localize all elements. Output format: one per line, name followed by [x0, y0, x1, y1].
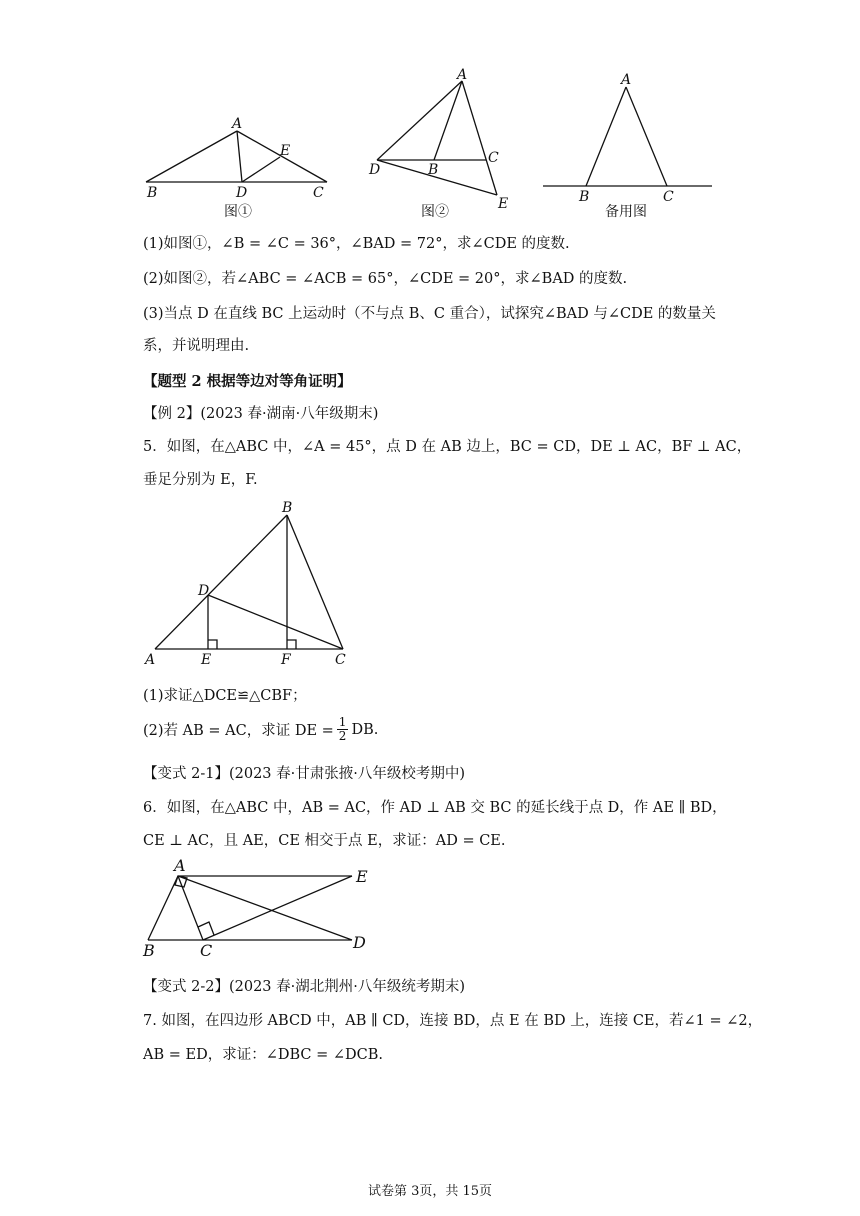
q6-label-e: E [356, 867, 368, 886]
q5-stem-line1: 5．如图，在△ABC 中，∠A = 45°，点 D 在 AB 边上，BC = CD，DE ⊥ AC，BF ⊥ AC， [143, 439, 752, 455]
q7-stem-line2: AB = ED，求证：∠DBC = ∠DCB. [143, 1047, 384, 1063]
q7-stem-line1: 7. 如图，在四边形 ABCD 中，AB ∥ CD，连接 BD，点 E 在 BD 上，连接 CE，若∠1 = ∠2， [143, 1013, 763, 1029]
q5-label-e: E [201, 652, 212, 668]
page-footer: 试卷第 3页，共 15页 [367, 1184, 493, 1199]
q6-stem-line2: CE ⊥ AC，且 AE，CE 相交于点 E，求证：AD = CE. [143, 833, 506, 849]
q4-part3-line1: (3)当点 D 在直线 BC 上运动时（不与点 B、C 重合），试探究∠BAD 与∠CDE 的数量关 [143, 306, 716, 322]
fraction-denominator: 2 [338, 729, 347, 743]
fraction-numerator: 1 [338, 715, 347, 729]
figure-2-caption: 图② [421, 204, 449, 220]
fig3-label-a: A [621, 72, 632, 88]
q6-stem-line1: 6．如图，在△ABC 中，AB = AC，作 AD ⊥ AB 交 BC 的延长线于点 D，作 AE ∥ BD， [143, 800, 727, 816]
q6-label-b: B [143, 941, 155, 960]
q6-label-c: C [200, 941, 213, 960]
fig1-label-c: C [313, 185, 324, 201]
fig1-label-d: D [236, 185, 248, 201]
fig3-label-c: C [663, 189, 674, 205]
example-2-source: 【例 2】(2023 春·湖南·八年级期末) [143, 406, 379, 422]
fig1-label-a: A [232, 116, 243, 132]
variant-2-2-source: 【变式 2-2】(2023 春·湖北荆州·八年级统考期末) [143, 979, 466, 995]
q5-label-d: D [198, 583, 210, 599]
q5-label-a: A [145, 652, 156, 668]
fig1-label-b: B [147, 185, 158, 201]
q5-part2-end: DB. [351, 721, 379, 738]
q4-part3-line2: 系，并说明理由. [143, 338, 250, 354]
q4-part1: (1)如图①，∠B = ∠C = 36°，∠BAD = 72°，求∠CDE 的度数. [143, 236, 570, 252]
figure-1-caption: 图① [224, 204, 252, 220]
q5-stem-line2: 垂足分别为 E，F. [143, 472, 258, 488]
figure-3-caption: 备用图 [605, 204, 647, 220]
q5-label-f: F [281, 652, 291, 668]
fig2-label-b: B [428, 162, 439, 178]
q5-label-b: B [282, 500, 293, 516]
fig2-label-e: E [498, 196, 509, 212]
q5-label-c: C [335, 652, 346, 668]
variant-2-1-source: 【变式 2-1】(2023 春·甘肃张掖·八年级校考期中) [143, 766, 466, 782]
fig2-label-c: C [488, 150, 499, 166]
q5-part2-text: (2)若 AB = AC，求证 DE = [143, 723, 334, 739]
fig2-label-d: D [369, 162, 381, 178]
fig3-label-b: B [579, 189, 590, 205]
fig1-label-e: E [280, 143, 291, 159]
q4-part2: (2)如图②，若∠ABC = ∠ACB = 65°，∠CDE = 20°，求∠BAD 的度数. [143, 271, 628, 287]
q6-label-d: D [353, 933, 366, 952]
q5-part1: (1)求证△DCE≌△CBF； [143, 688, 307, 704]
fig2-label-a: A [457, 67, 468, 83]
q6-label-a: A [174, 856, 186, 875]
section-title: 【题型 2 根据等边对等角证明】 [143, 373, 352, 390]
